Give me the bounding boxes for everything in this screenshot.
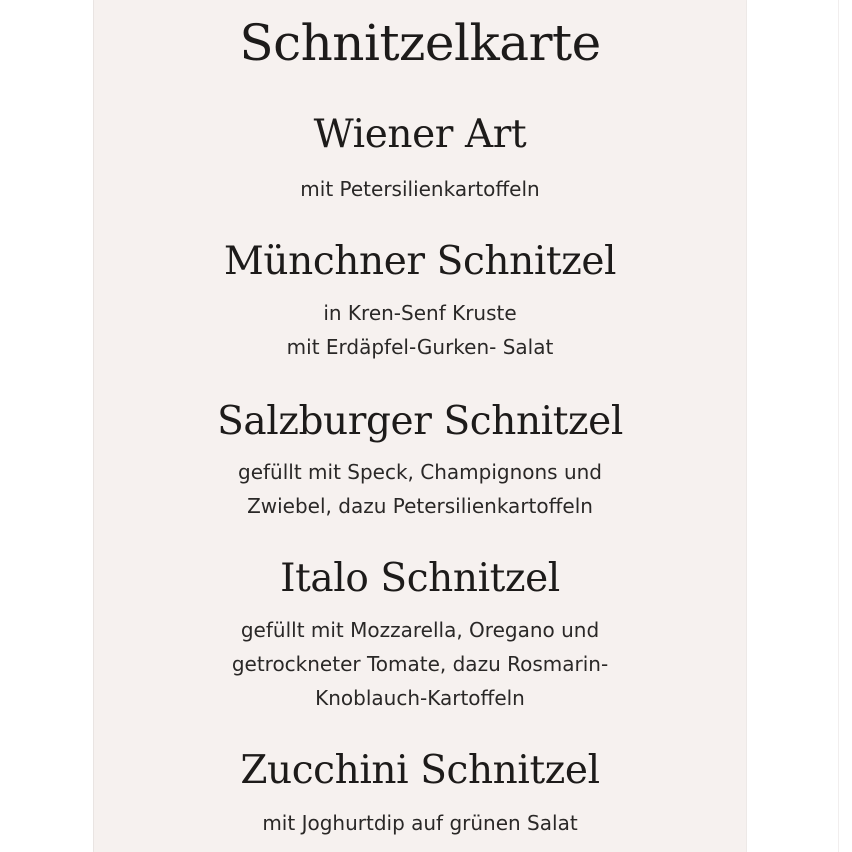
description-line: mit Petersilienkartoffeln — [300, 177, 540, 201]
dish-description-italo-schnitzel — [94, 613, 746, 715]
dish-description-muenchner-schnitzel — [94, 296, 746, 364]
dish-name-wiener-art: Wiener Art — [313, 112, 527, 157]
description-line: mit Joghurtdip auf grünen Salat — [262, 811, 578, 835]
schnitzel-menu — [94, 0, 746, 852]
description-line: mit Erdäpfel-Gurken- Salat — [286, 335, 554, 359]
dish-name-zucchini-schnitzel: Zucchini Schnitzel — [240, 748, 600, 793]
description-line: in Kren-Senf Kruste — [323, 301, 517, 325]
scan-edge — [838, 0, 839, 852]
paper-right-edge — [746, 0, 747, 852]
menu-title: Schnitzelkarte — [239, 14, 601, 72]
description-line: Zwiebel, dazu Petersilienkartoffeln — [247, 494, 593, 518]
description-line: Knoblauch-Kartoffeln — [315, 686, 525, 710]
description-line: gefüllt mit Speck, Champignons und — [238, 460, 602, 484]
dish-description-salzburger-schnitzel — [94, 455, 746, 523]
description-line: getrockneter Tomate, dazu Rosmarin- — [231, 652, 609, 676]
dish-name-salzburger-schnitzel: Salzburger Schnitzel — [217, 399, 623, 444]
dish-name-italo-schnitzel: Italo Schnitzel — [280, 556, 560, 601]
description-line: gefüllt mit Mozzarella, Oregano und — [240, 618, 600, 642]
dish-description-zucchini-schnitzel — [94, 806, 746, 840]
dish-description-wiener-art — [94, 172, 746, 206]
dish-name-muenchner-schnitzel: Münchner Schnitzel — [223, 239, 617, 284]
